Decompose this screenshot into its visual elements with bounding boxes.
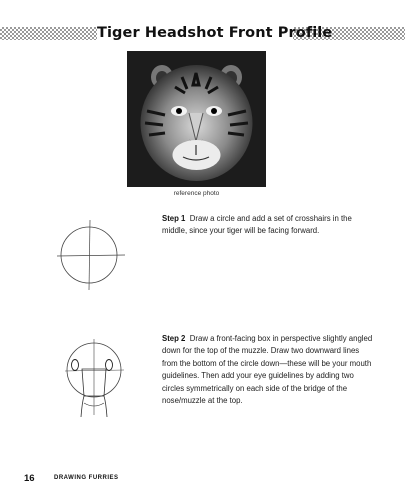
step-2-text: Draw a front-facing box in perspective slightly angled down for the top of the muzzle. Draw two downward lines from the bottom of the circle down—these will be your mouth guidelines. Then add your eye guidelines by adding two circles symmetrically on each side of the bridge of the nose/muzzle at the top. [162, 334, 373, 406]
running-footer-title: DRAWING FURRIES [54, 475, 119, 481]
reference-photo [127, 51, 266, 187]
step-1 [162, 213, 374, 238]
step-1-text: Draw a circle and add a set of crosshairs in the middle, since your tiger will be facing forward. [162, 214, 352, 236]
step2-sketch [62, 337, 132, 423]
page-title: Tiger Headshot Front Profile [97, 25, 333, 41]
step1-sketch [55, 218, 127, 290]
page-number: 16 [24, 473, 35, 484]
reference-photo-caption: reference photo [173, 190, 220, 197]
step-2-number: Step 2 [162, 334, 186, 343]
step-1-number: Step 1 [162, 214, 186, 223]
step-2 [162, 333, 374, 407]
